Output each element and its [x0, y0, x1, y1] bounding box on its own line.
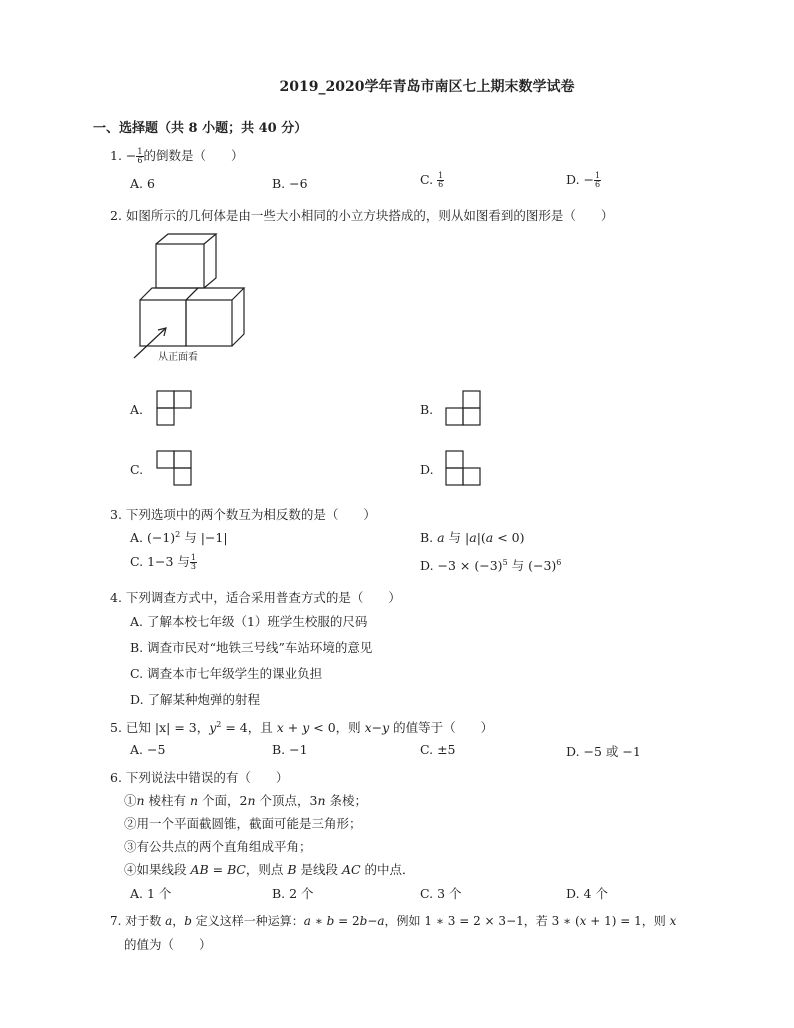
q6-statement-3: ③有公共点的两个直角组成平角；	[124, 839, 312, 854]
question-1-stem	[110, 146, 244, 165]
question-7-stem: 7. 对于数 𝑎，𝑏 定义这样一种运算：𝑎 ∗ 𝑏 = 2𝑏−𝑎，例如 1 ∗ 3 = 2 × 3−1，若 3 ∗ (𝑥 + 1) = 1，则 𝑥	[110, 914, 677, 928]
q6-statement-4: ④如果线段 𝐴𝐵 = 𝐵𝐶，则点 𝐵 是线段 𝐴𝐶 的中点．	[124, 862, 415, 877]
question-3-stem: 3. 下列选项中的两个数互为相反数的是（ ）	[110, 507, 376, 522]
fraction: $\frac{1}{6}$	[438, 171, 444, 189]
q6-option-a[interactable]: A. 1 个	[130, 886, 172, 901]
q5-option-b[interactable]: B. −1	[272, 742, 308, 757]
q1-option-c[interactable]: C. $\frac{1}{6}$	[420, 171, 444, 189]
q6-statement-2: ②用一个平面截圆锥，截面可能是三角形；	[124, 816, 362, 831]
minus-sign: −	[125, 148, 137, 163]
fraction: $\frac{1}{6}$	[595, 171, 601, 189]
question-6-stem: 6. 下列说法中错误的有（ ）	[110, 770, 289, 785]
q4-option-d[interactable]: D. 了解某种炮弹的射程	[130, 692, 261, 707]
question-7-stem-line2: 的值为（ ）	[124, 937, 212, 952]
q4-option-b[interactable]: B. 调查市民对“地铁三号线”车站环境的意见	[130, 640, 373, 655]
q5-option-a[interactable]: A. −5	[130, 742, 166, 757]
q2-option-c-figure[interactable]	[156, 450, 192, 489]
q2-option-a-label[interactable]: A.	[130, 402, 144, 417]
q2-option-b-label[interactable]: B.	[420, 402, 434, 417]
fraction: $\frac{1}{6}$	[137, 147, 143, 165]
question-2-stem: 2. 如图所示的几何体是由一些大小相同的小立方块搭成的，则从如图看到的图形是（ ）	[110, 208, 614, 223]
q6-option-c[interactable]: C. 3 个	[420, 886, 462, 901]
q5-option-d[interactable]: D. −5 或 −1	[566, 744, 641, 759]
fraction: $\frac{1}{3}$	[190, 553, 197, 571]
q3-option-b[interactable]: B. 𝑎 与 |𝑎|(𝑎 < 0)	[420, 530, 525, 545]
q4-option-a[interactable]: A. 了解本校七年级（1）班学生校服的尺码	[130, 614, 368, 629]
question-text: 的倒数是（ ）	[143, 148, 244, 163]
q6-statement-1: ①𝑛 棱柱有 𝑛 个面，2𝑛 个顶点，3𝑛 条棱；	[124, 793, 367, 808]
q6-option-b[interactable]: B. 2 个	[272, 886, 314, 901]
q3-option-c[interactable]: C. 1−3 与 $\frac{1}{3}$	[130, 553, 197, 571]
q2-option-d-figure[interactable]	[445, 450, 481, 489]
q2-option-c-label[interactable]: C.	[130, 462, 144, 477]
q5-option-c[interactable]: C. ±5	[420, 742, 456, 757]
question-5-stem: 5. 已知 |x| = 3，𝑦$^2$ = 4，且 𝑥 + 𝑦 < 0，则 𝑥−𝑦 的值等于（ ）	[110, 719, 494, 735]
q6-option-d[interactable]: D. 4 个	[566, 886, 608, 901]
section-heading: 一、选择题（共 8 小题；共 40 分）	[93, 121, 308, 136]
q1-option-d[interactable]: D. − $\frac{1}{6}$	[566, 171, 601, 189]
q3-option-a[interactable]: A. $(-1)^2$ 与 |−1|	[130, 529, 228, 545]
q4-option-c[interactable]: C. 调查本市七年级学生的课业负担	[130, 666, 323, 681]
question-number: 1.	[110, 148, 122, 163]
q1-option-a[interactable]: A. 6	[130, 176, 155, 191]
figure-caption: 从正面看	[158, 352, 198, 363]
q3-option-d[interactable]: D. $-3 \times (-3)^5$ 与 $(-3)^6$	[420, 557, 562, 573]
q1-option-b[interactable]: B. −6	[272, 176, 308, 191]
q2-option-b-figure[interactable]	[445, 390, 481, 429]
question-4-stem: 4. 下列调查方式中，适合采用普查方式的是（ ）	[110, 590, 401, 605]
q2-option-a-figure[interactable]	[156, 390, 192, 429]
page-title: 2019_2020学年青岛市南区七上期末数学试卷	[279, 79, 575, 95]
q2-option-d-label[interactable]: D.	[420, 462, 434, 477]
